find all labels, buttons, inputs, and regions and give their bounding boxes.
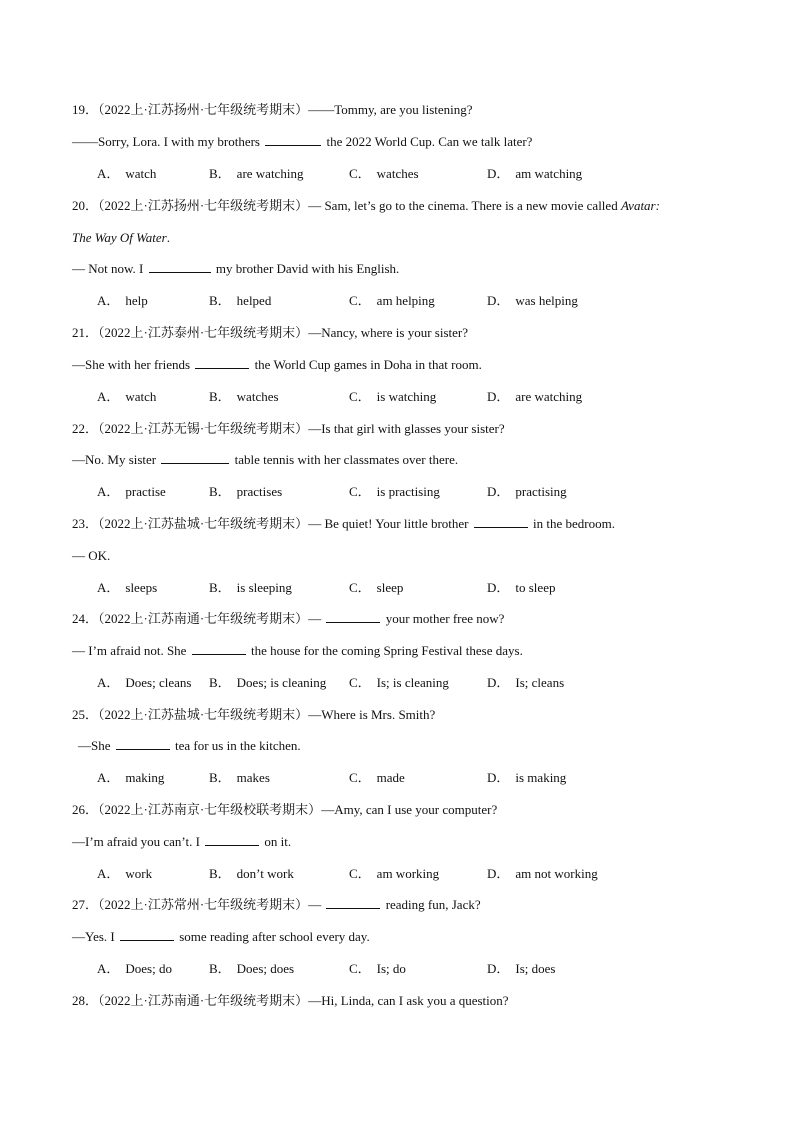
option-b <box>209 769 270 787</box>
option-letter: A． <box>97 770 120 785</box>
reply-text: tea for us in the kitchen. <box>175 738 301 753</box>
question-source: （2022上·江苏扬州·七年级统考期末） <box>98 198 309 213</box>
option-letter: D． <box>487 580 510 595</box>
option-a <box>97 769 164 787</box>
option-c <box>349 579 403 597</box>
reply-text: the house for the coming Spring Festival these days. <box>250 643 523 658</box>
question-source: （2022上·江苏南京·七年级校联考期末） <box>98 802 322 817</box>
option-letter: B． <box>209 866 231 881</box>
question-prompt-text: — <box>308 611 322 626</box>
question-source: （2022上·江苏无锡·七年级统考期末） <box>98 421 309 436</box>
reply-text: —She with her friends <box>72 357 191 372</box>
option-d <box>487 865 598 883</box>
option-text: am helping <box>376 293 435 308</box>
option-text: is making <box>515 770 567 785</box>
answer-blank <box>265 133 321 146</box>
option-letter: B． <box>209 293 231 308</box>
question-number: 23． <box>72 516 99 531</box>
option-b <box>209 865 294 883</box>
question-26-prompt <box>72 801 497 819</box>
option-text: are watching <box>515 389 583 404</box>
option-text: watch <box>125 166 157 181</box>
option-letter: C． <box>349 770 371 785</box>
option-letter: A． <box>97 866 120 881</box>
option-d <box>487 960 555 978</box>
option-text: to sleep <box>515 580 556 595</box>
option-text: watches <box>376 166 419 181</box>
option-text: made <box>376 770 405 785</box>
option-text: was helping <box>515 293 578 308</box>
option-b <box>209 483 282 501</box>
option-d <box>487 388 582 406</box>
question-21-reply <box>72 356 482 374</box>
option-letter: D． <box>487 675 510 690</box>
reply-text: the 2022 World Cup. Can we talk later? <box>326 134 533 149</box>
question-prompt-text: reading fun, Jack? <box>385 897 481 912</box>
option-text: Is; does <box>515 961 556 976</box>
option-a <box>97 674 191 692</box>
option-text: help <box>125 293 148 308</box>
option-c <box>349 292 435 310</box>
option-text: am watching <box>515 166 583 181</box>
option-d <box>487 165 582 183</box>
option-letter: B． <box>209 389 231 404</box>
question-21-prompt <box>72 324 468 342</box>
option-letter: B． <box>209 675 231 690</box>
question-number: 19． <box>72 102 99 117</box>
option-text: practise <box>125 484 166 499</box>
option-b <box>209 674 326 692</box>
option-text: sleeps <box>125 580 158 595</box>
question-prompt-text: your mother free now? <box>385 611 505 626</box>
question-number: 27． <box>72 897 99 912</box>
answer-blank <box>149 260 211 273</box>
question-27-reply <box>72 928 370 946</box>
punctuation: . <box>166 230 170 245</box>
option-text: is sleeping <box>236 580 292 595</box>
option-letter: B． <box>209 961 231 976</box>
option-letter: D． <box>487 866 510 881</box>
option-letter: C． <box>349 580 371 595</box>
reply-text: —No. My sister <box>72 452 157 467</box>
question-number: 24． <box>72 611 99 626</box>
option-a <box>97 579 157 597</box>
answer-blank <box>161 451 229 464</box>
question-source: （2022上·江苏南通·七年级统考期末） <box>98 993 309 1008</box>
question-24-reply <box>72 642 523 660</box>
question-number: 20． <box>72 198 99 213</box>
option-text: Does; do <box>125 961 172 976</box>
reply-text: on it. <box>264 834 292 849</box>
option-d <box>487 769 566 787</box>
option-text: sleep <box>376 580 404 595</box>
question-20-reply <box>72 260 399 278</box>
question-25-prompt <box>72 706 435 724</box>
option-letter: B． <box>209 484 231 499</box>
answer-blank <box>195 356 249 369</box>
question-prompt-text: —Where is Mrs. Smith? <box>308 707 436 722</box>
reply-text: — OK. <box>72 548 111 563</box>
option-text: am not working <box>515 866 598 881</box>
question-source: （2022上·江苏扬州·七年级统考期末） <box>98 102 309 117</box>
reply-text: —She <box>78 738 111 753</box>
option-letter: B． <box>209 166 231 181</box>
reply-text: the World Cup games in Doha in that room. <box>254 357 482 372</box>
answer-blank <box>120 928 174 941</box>
question-22-prompt <box>72 420 505 438</box>
option-letter: D． <box>487 166 510 181</box>
option-letter: C． <box>349 389 371 404</box>
option-letter: C． <box>349 866 371 881</box>
option-text: practises <box>236 484 283 499</box>
question-source: （2022上·江苏盐城·七年级统考期末） <box>98 707 309 722</box>
option-text: Is; is cleaning <box>376 675 449 690</box>
option-d <box>487 579 555 597</box>
option-text: helped <box>236 293 272 308</box>
option-text: is practising <box>376 484 440 499</box>
option-a <box>97 960 172 978</box>
option-text: is watching <box>376 389 437 404</box>
question-prompt-text: —Hi, Linda, can I ask you a question? <box>308 993 509 1008</box>
question-20-prompt <box>72 197 660 215</box>
option-letter: A． <box>97 961 120 976</box>
movie-title: Avatar: <box>620 198 660 213</box>
question-prompt-text: —Is that girl with glasses your sister? <box>308 421 505 436</box>
question-25-reply <box>78 737 301 755</box>
reply-text: — I’m afraid not. She <box>72 643 187 658</box>
option-c <box>349 960 406 978</box>
question-22-reply <box>72 451 458 469</box>
option-letter: A． <box>97 675 120 690</box>
question-28-prompt <box>72 992 509 1010</box>
option-letter: D． <box>487 389 510 404</box>
option-d <box>487 483 567 501</box>
question-number: 26． <box>72 802 99 817</box>
reply-text: —Yes. I <box>72 929 115 944</box>
option-text: am working <box>376 866 440 881</box>
question-prompt-text: —Amy, can I use your computer? <box>321 802 498 817</box>
option-letter: B． <box>209 770 231 785</box>
reply-text: ——Sorry, Lora. I with my brothers <box>72 134 260 149</box>
option-c <box>349 865 439 883</box>
option-letter: D． <box>487 961 510 976</box>
question-number: 25． <box>72 707 99 722</box>
option-b <box>209 960 294 978</box>
option-c <box>349 769 405 787</box>
option-c <box>349 674 449 692</box>
option-letter: A． <box>97 484 120 499</box>
option-a <box>97 865 152 883</box>
question-number: 28． <box>72 993 99 1008</box>
option-text: Is; do <box>376 961 406 976</box>
question-source: （2022上·江苏南通·七年级统考期末） <box>98 611 309 626</box>
option-b <box>209 165 303 183</box>
option-a <box>97 292 148 310</box>
option-letter: C． <box>349 166 371 181</box>
option-text: Does; does <box>236 961 295 976</box>
question-prompt-text: — Sam, let’s go to the cinema. There is a new movie called <box>308 198 618 213</box>
option-text: watches <box>236 389 279 404</box>
option-text: Is; cleans <box>515 675 565 690</box>
answer-blank <box>116 737 170 750</box>
option-text: making <box>125 770 165 785</box>
option-c <box>349 165 419 183</box>
option-d <box>487 292 578 310</box>
question-24-prompt <box>72 610 504 628</box>
reply-text: — Not now. I <box>72 261 144 276</box>
question-19-reply <box>72 133 532 151</box>
question-23-prompt <box>72 515 615 533</box>
reply-text: some reading after school every day. <box>179 929 370 944</box>
question-26-reply <box>72 833 291 851</box>
option-text: are watching <box>236 166 304 181</box>
option-letter: D． <box>487 484 510 499</box>
option-c <box>349 388 436 406</box>
question-source: （2022上·江苏泰州·七年级统考期末） <box>98 325 309 340</box>
option-letter: D． <box>487 770 510 785</box>
question-27-prompt <box>72 896 481 914</box>
movie-title: The Way Of Water <box>72 230 167 245</box>
option-a <box>97 165 156 183</box>
option-text: work <box>125 866 153 881</box>
question-prompt-text: ——Tommy, are you listening? <box>308 102 473 117</box>
option-b <box>209 292 271 310</box>
option-text: makes <box>236 770 270 785</box>
reply-text: table tennis with her classmates over there. <box>234 452 459 467</box>
reply-text: —I’m afraid you can’t. I <box>72 834 200 849</box>
question-23-reply <box>72 547 110 565</box>
answer-blank <box>192 642 246 655</box>
option-text: practising <box>515 484 567 499</box>
option-a <box>97 483 166 501</box>
option-a <box>97 388 156 406</box>
option-text: Does; cleans <box>125 675 192 690</box>
question-prompt-text: — <box>308 897 322 912</box>
option-letter: A． <box>97 166 120 181</box>
reply-text: my brother David with his English. <box>215 261 400 276</box>
question-source: （2022上·江苏常州·七年级统考期末） <box>98 897 309 912</box>
question-number: 21． <box>72 325 99 340</box>
answer-blank <box>205 833 259 846</box>
option-text: Does; is cleaning <box>236 675 327 690</box>
question-source: （2022上·江苏盐城·七年级统考期末） <box>98 516 309 531</box>
question-prompt-text: —Nancy, where is your sister? <box>308 325 468 340</box>
option-letter: A． <box>97 580 120 595</box>
option-b <box>209 388 279 406</box>
option-d <box>487 674 564 692</box>
option-letter: C． <box>349 293 371 308</box>
option-letter: D． <box>487 293 510 308</box>
question-prompt-text: in the bedroom. <box>533 516 615 531</box>
option-letter: C． <box>349 484 371 499</box>
question-20-prompt-cont <box>72 229 170 247</box>
question-prompt-text: — Be quiet! Your little brother <box>308 516 469 531</box>
option-c <box>349 483 440 501</box>
answer-blank <box>326 610 380 623</box>
question-19-prompt <box>72 101 473 119</box>
option-text: don’t work <box>236 866 294 881</box>
answer-blank <box>326 896 380 909</box>
option-letter: A． <box>97 293 120 308</box>
question-number: 22． <box>72 421 99 436</box>
option-text: watch <box>125 389 157 404</box>
option-letter: C． <box>349 961 371 976</box>
answer-blank <box>474 515 528 528</box>
option-b <box>209 579 292 597</box>
option-letter: A． <box>97 389 120 404</box>
option-letter: B． <box>209 580 231 595</box>
option-letter: C． <box>349 675 371 690</box>
